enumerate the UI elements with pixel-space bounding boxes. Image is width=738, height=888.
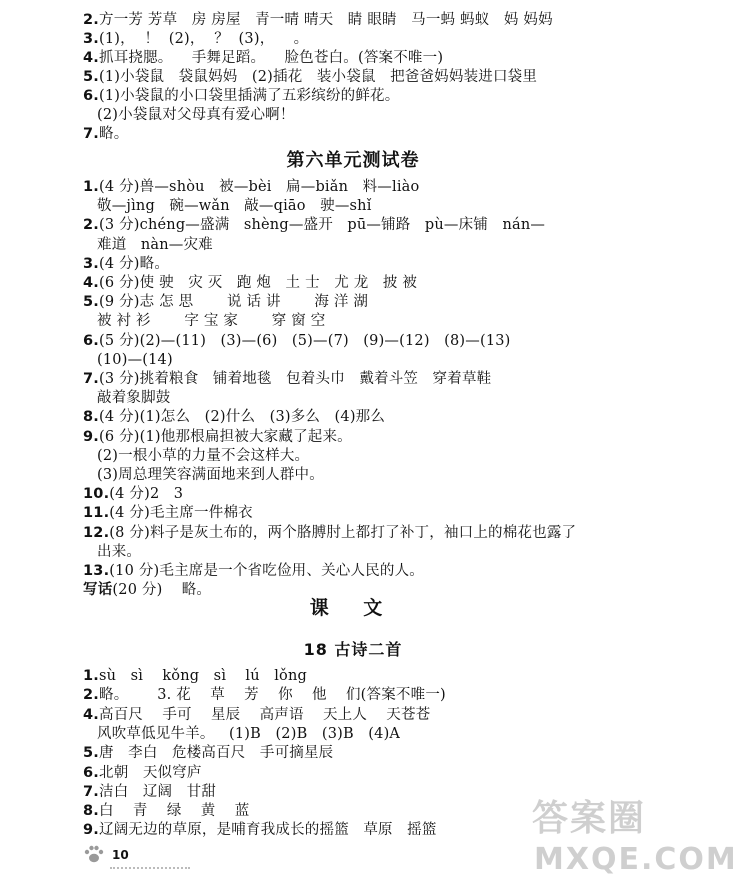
kewen-heading: 课 文 xyxy=(309,597,397,619)
answer-number: 5. xyxy=(83,745,99,762)
answer-text: 风吹草低见牛羊。 (1)B (2)B (3)B (4)A xyxy=(97,725,401,742)
answer-text: 白 青 绿 黄 蓝 xyxy=(99,803,250,820)
paw-print-icon xyxy=(82,842,106,866)
answer-line xyxy=(83,427,352,447)
watermark-logo-text: 答案圈 xyxy=(532,798,647,839)
answer-number: 2. xyxy=(83,687,99,704)
answer-text: (5 分)(2)—(11) (3)—(6) (5)—(7) (9)—(12) (8)—(13) xyxy=(99,332,511,349)
answer-line xyxy=(83,782,216,802)
answer-line xyxy=(83,124,128,144)
answer-line xyxy=(83,177,419,197)
answer-number: 7. xyxy=(83,371,99,387)
answer-line xyxy=(83,484,183,504)
answer-number: 9. xyxy=(83,822,99,839)
unit-six-test-heading: 第六单元测试卷 xyxy=(286,150,420,171)
answer-text: 抓耳挠腮。 手舞足蹈。 脸色苍白。(答案不唯一) xyxy=(99,50,444,66)
answer-line xyxy=(97,105,295,125)
answer-text: (3 分)挑着粮食 铺着地毯 包着头巾 戴着斗笠 穿着草鞋 xyxy=(99,371,492,387)
answer-line xyxy=(83,685,446,705)
answer-line xyxy=(97,235,213,255)
answer-line xyxy=(97,542,141,562)
answer-number: 5. xyxy=(83,69,99,85)
answer-text: (8 分)料子是灰土布的，两个胳膊肘上都打了补丁，袖口上的棉花也露了 xyxy=(109,524,577,541)
answer-number: 8. xyxy=(83,803,99,820)
answer-text: (1)小袋鼠的小口袋里插满了五彩缤纷的鲜花。 xyxy=(99,88,400,104)
answer-text: (2)小袋鼠对父母真有爱心啊！ xyxy=(97,107,295,123)
answer-line xyxy=(83,331,511,351)
answer-line xyxy=(83,254,169,274)
answer-number: 3. xyxy=(83,31,99,47)
answer-text: (1)， ！ (2)， ？ (3)， 。 xyxy=(99,31,309,47)
answer-number: 6. xyxy=(83,332,99,349)
answer-number: 13. xyxy=(83,563,110,579)
answer-line xyxy=(97,350,173,370)
answer-number: 2. xyxy=(83,12,99,28)
answer-number: 9. xyxy=(83,428,99,445)
page-number: 10 xyxy=(112,848,129,862)
answer-text: 北朝 天似穹庐 xyxy=(99,764,202,781)
answer-line xyxy=(97,465,324,485)
answer-line xyxy=(97,311,325,331)
answer-line xyxy=(83,67,537,87)
watermark-url: MXQE.COM xyxy=(534,842,738,877)
answer-text: (4 分)兽—shòu 被—bèi 扁—biǎn 料—liào xyxy=(99,179,420,195)
answer-text: (6 分)使 驶 灾 灭 跑 炮 土 士 尤 龙 披 被 xyxy=(99,275,418,291)
answer-line xyxy=(83,705,430,725)
answer-number: 2. xyxy=(83,217,99,234)
answer-text: (3 分)chéng—盛满 shèng—盛开 pū—铺路 pù—床铺 nán— xyxy=(99,217,546,234)
answer-text: 方一芳 芳草 房 房屋 青一晴 晴天 睛 眼睛 马一蚂 蚂蚁 妈 妈妈 xyxy=(99,12,553,28)
answer-text: 被 衬 衫 字 宝 家 穿 窗 空 xyxy=(97,313,326,330)
answer-text: 略。 3. 花 草 芳 你 他 们(答案不唯一) xyxy=(99,687,446,704)
answer-text: 难道 nàn—灾难 xyxy=(97,236,213,253)
answer-text: (4 分)毛主席一件棉衣 xyxy=(109,505,253,522)
answer-number: 7. xyxy=(83,126,99,142)
answer-number: 写话 xyxy=(83,582,113,599)
answer-number: 4. xyxy=(83,275,99,291)
answer-number: 3. xyxy=(83,255,99,272)
answer-text: (9 分)志 怎 思 说 话 讲 海 洋 湖 xyxy=(99,294,369,311)
answer-text: 高百尺 手可 星辰 高声语 天上人 天苍苍 xyxy=(99,706,431,723)
answer-text: (1)小袋鼠 袋鼠妈妈 (2)插花 装小袋鼠 把爸爸妈妈装进口袋里 xyxy=(99,69,538,85)
answer-number: 6. xyxy=(83,764,99,781)
answer-number: 1. xyxy=(83,179,99,195)
answer-number: 10. xyxy=(83,486,110,503)
answer-text: (4 分)(1)怎么 (2)什么 (3)多么 (4)那么 xyxy=(99,409,386,426)
answer-text: (3)周总理笑容满面地来到人群中。 xyxy=(97,467,324,483)
lesson-18-heading: 18 古诗二首 xyxy=(303,640,403,659)
answer-line xyxy=(83,666,307,686)
answer-text: (20 分) 略。 xyxy=(112,582,212,599)
footer-divider xyxy=(110,867,190,869)
answer-text: (4 分)略。 xyxy=(99,255,170,272)
answer-line xyxy=(83,48,443,68)
answer-line xyxy=(97,446,309,466)
answer-line xyxy=(83,523,576,543)
answer-line xyxy=(83,10,553,30)
answer-line xyxy=(83,801,249,821)
answer-number: 4. xyxy=(83,706,99,723)
answer-line xyxy=(83,369,491,389)
answer-line xyxy=(97,196,372,216)
answer-text: (6 分)(1)他那根扁担被大家藏了起来。 xyxy=(99,428,352,445)
page-footer xyxy=(82,832,192,882)
answer-number: 4. xyxy=(83,50,99,66)
answer-number: 8. xyxy=(83,409,99,426)
answer-number: 11. xyxy=(83,505,110,522)
answer-text: (4 分)2 3 xyxy=(109,486,184,503)
answer-number: 1. xyxy=(83,668,99,684)
answer-text: (2)一根小草的力量不会这样大。 xyxy=(97,447,310,464)
answer-line xyxy=(97,724,400,744)
answer-text: 洁白 辽阔 甘甜 xyxy=(99,783,217,800)
answer-text: 略。 xyxy=(99,126,129,142)
answer-number: 12. xyxy=(83,524,110,541)
answer-text: sù sì kǒng sì lú lǒng xyxy=(99,668,307,684)
answer-line xyxy=(83,561,424,581)
answer-text: 辽阔无边的草原，是哺育我成长的摇篮 草原 摇篮 xyxy=(99,822,437,839)
answer-line xyxy=(83,292,368,312)
answer-line xyxy=(83,273,417,293)
answer-number: 5. xyxy=(83,294,99,311)
answer-text: 出来。 xyxy=(97,543,142,560)
answer-line xyxy=(83,503,253,523)
answer-line xyxy=(83,743,333,763)
answer-number: 7. xyxy=(83,783,99,800)
answer-line xyxy=(83,407,385,427)
answer-text: 敬—jìng 碗—wǎn 敲—qiāo 驶—shǐ xyxy=(97,198,372,215)
answer-line xyxy=(83,86,399,106)
site-watermark xyxy=(532,790,738,885)
answer-text: (10 分)毛主席是一个省吃俭用、关心人民的人。 xyxy=(109,563,424,579)
answer-number: 6. xyxy=(83,88,99,104)
answer-text: (10)—(14) xyxy=(97,351,173,368)
answer-line xyxy=(83,215,545,235)
answer-text: 唐 李白 危楼高百尺 手可摘星辰 xyxy=(99,745,334,762)
answer-line xyxy=(97,388,171,408)
answer-line xyxy=(83,763,202,783)
answer-text: 敲着象脚鼓 xyxy=(97,390,171,407)
answer-line xyxy=(83,29,308,49)
